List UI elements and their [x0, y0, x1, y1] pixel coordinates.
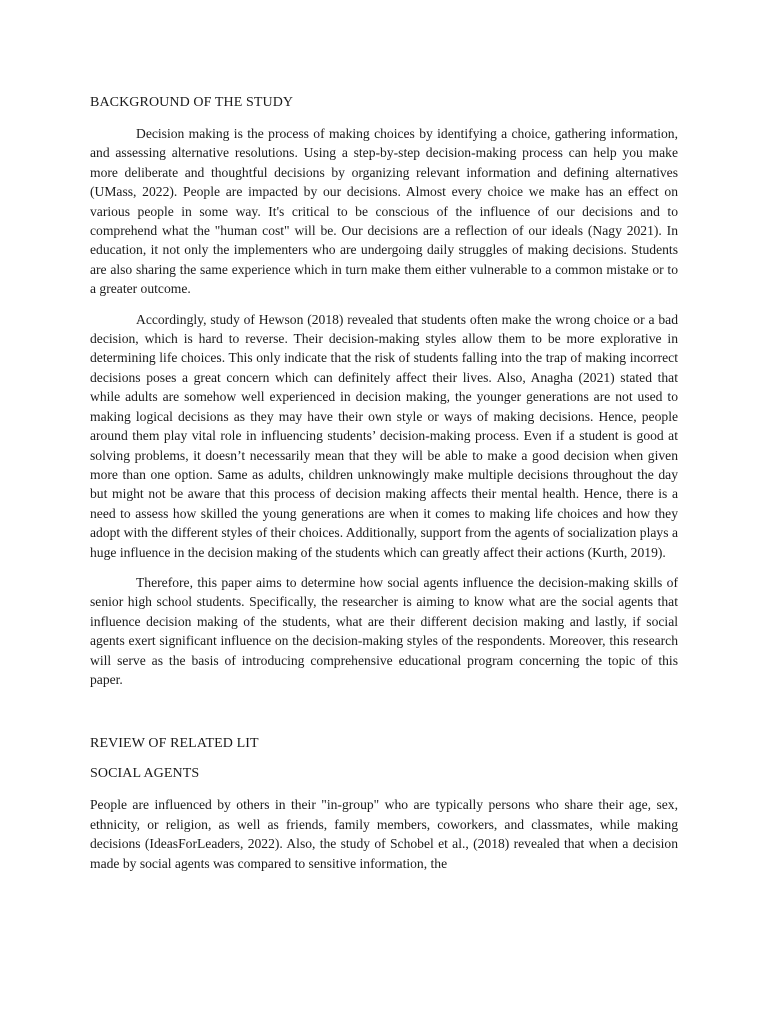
section-heading-review: REVIEW OF RELATED LIT: [90, 736, 259, 752]
document-page: [90, 94, 678, 873]
section-heading-background: BACKGROUND OF THE STUDY: [90, 95, 294, 110]
paragraph-social-agents: People are influenced by others in their "in-group" who are typically persons who share their age, sex, ethnicity, or religion, as well as friends, family members, coworkers, and classmates, while making decisions (IdeasForLeaders, 2022). Also, the study of Schobel et al., (2018) revealed that when a decision made by social agents was compared to sensitive information, the: [90, 797, 678, 871]
subsection-heading-social-agents: SOCIAL AGENTS: [90, 766, 200, 782]
paragraph-hewson-study: Accordingly, study of Hewson (2018) revealed that students often make the wrong choice or a bad decision, which is hard to reverse. Their decision-making styles allow them to be more explorative in determining life choices. This only indicate that the risk of students falling into the trap of making incorrect decisions poses a great concern which can definitely affect their lives. Also, Anagha (2021) stated that while adults are somehow well experienced in decision making, the younger generations are not used to making logical decisions as they may have their own style or ways of making decisions. Hence, people around them play vital role in influencing students’ decision-making process. Even if a student is good at solving problems, it doesn’t necessarily mean that they will be able to make a good decision when given more than one option. Same as adults, children unknowingly make multiple decisions throughout the day but might not be aware that this process of decision making affects their mental health. Hence, there is a need to assess how skilled the young generations are when it comes to making life choices and how they adopt with the different styles of their choices. Additionally, support from the agents of socialization plays a huge influence in the decision making of the students which can greatly affect their actions (Kurth, 2019).: [90, 311, 678, 560]
paragraph-decision-making: Decision making is the process of making choices by identifying a choice, gathering information, and assessing alternative resolutions. Using a step-by-step decision-making process can help you make more deliberate and thoughtful decisions by organizing relevant information and defining alternatives (UMass, 2022). People are impacted by our decisions. Almost every choice we make has an effect on various people in some way. It's critical to be conscious of the influence of our decisions and to comprehend what the "human cost" will be. Our decisions are a reflection of our ideals (Nagy 2021). In education, it not only the implementers who are undergoing daily struggles of making decisions. Students are also sharing the same experience which in turn make them either vulnerable to a common mistake or to a greater outcome.: [90, 126, 678, 297]
paragraph-paper-aims: Therefore, this paper aims to determine how social agents influence the decision-making skills of senior high school students. Specifically, the researcher is aiming to know what are the social agents that influence decision making of the students, what are their different decision making and lastly, if social agents exert significant influence on the decision-making styles of the respondents. Moreover, this research will serve as the basis of introducing comprehensive educational program concerning the topic of this paper.: [90, 574, 678, 687]
